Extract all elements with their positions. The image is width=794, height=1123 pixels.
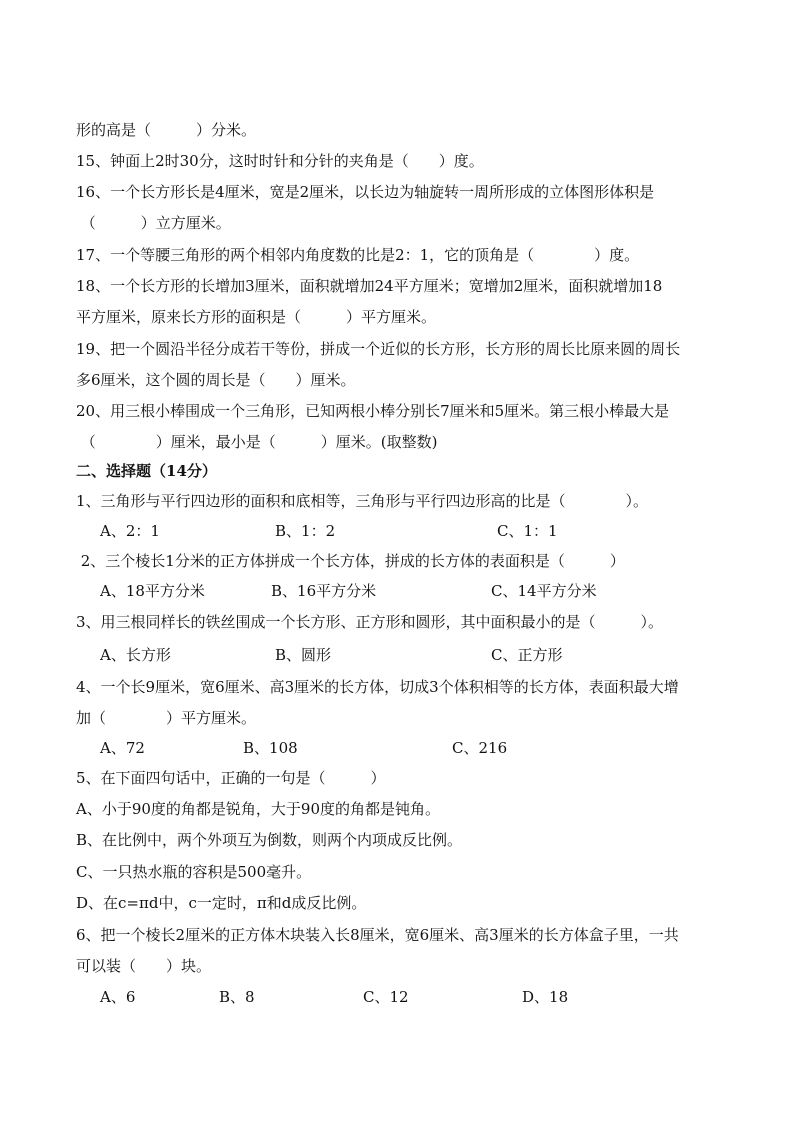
question-18-cont: 平方厘米，原来长方形的面积是（ ）平方厘米。 [76,308,437,326]
choice-question-1: 1、三角形与平行四边形的面积和底相等，三角形与平行四边形高的比是（ ）。 [76,492,649,510]
option-c: C、216 [452,739,508,757]
option-b: B、在比例中，两个外项互为倒数，则两个内项成反比例。 [76,831,463,849]
choice-question-4: 4、一个长9厘米，宽6厘米、高3厘米的长方体，切成3个体积相等的长方体，表面积最大增 [76,678,679,696]
choice-question-3: 3、用三根同样长的铁丝围成一个长方形、正方形和圆形，其中面积最小的是（ ）。 [76,613,664,631]
question-19-cont: 多6厘米，这个圆的周长是（ ）厘米。 [76,371,356,389]
option-a: A、小于90度的角都是锐角，大于90度的角都是钝角。 [76,800,441,818]
option-a: A、2：1 [100,522,160,540]
option-b: B、16平方分米 [271,582,377,600]
option-b: B、108 [243,739,298,757]
option-a: A、6 [100,988,136,1006]
option-c: C、1：1 [497,522,558,540]
question-16: 16、一个长方形长是4厘米，宽是2厘米，以长边为轴旋转一周所形成的立体图形体积是 [76,183,655,201]
option-c: C、12 [363,988,409,1006]
question-18: 18、一个长方形的长增加3厘米，面积就增加24平方厘米；宽增加2厘米，面积就增加18 [76,277,663,295]
text-line: 形的高是（ ）分米。 [76,121,257,139]
choice-question-5: 5、在下面四句话中，正确的一句是（ ） [76,769,386,787]
question-20: 20、用三根小棒围成一个三角形，已知两根小棒分别长7厘米和5厘米。第三根小棒最大是 [76,402,670,420]
option-b: B、1：2 [275,522,336,540]
question-15: 15、钟面上2时30分，这时时针和分针的夹角是（ ）度。 [76,152,484,170]
option-a: A、长方形 [100,646,171,664]
option-b: B、圆形 [275,646,332,664]
option-c: C、一只热水瓶的容积是500毫升。 [76,863,312,881]
option-b: B、8 [219,988,255,1006]
option-c: C、正方形 [491,646,563,664]
choice-question-6: 6、把一个棱长2厘米的正方体木块装入长8厘米，宽6厘米、高3厘米的长方体盒子里，一共 [76,926,679,944]
choice-question-4-cont: 加（ ）平方厘米。 [76,709,257,727]
question-19: 19、把一个圆沿半径分成若干等份，拼成一个近似的长方形，长方形的周长比原来圆的周长 [76,340,681,358]
question-20-cont: （ ）厘米，最小是（ ）厘米。(取整数) [76,433,438,451]
choice-question-2: 2、三个棱长1分米的正方体拼成一个长方体，拼成的长方体的表面积是（ ） [76,552,625,570]
option-d: D、在c=πd中，c一定时，π和d成反比例。 [76,894,367,912]
option-d: D、18 [522,988,569,1006]
option-a: A、72 [100,739,145,757]
choice-question-6-cont: 可以装（ ）块。 [76,957,212,975]
question-17: 17、一个等腰三角形的两个相邻内角度数的比是2：1，它的顶角是（ ）度。 [76,246,640,264]
option-a: A、18平方分米 [100,582,205,600]
section-title: 二、选择题（14分） [76,462,217,480]
option-c: C、14平方分米 [491,582,597,600]
question-16-cont: （ ）立方厘米。 [76,214,231,232]
